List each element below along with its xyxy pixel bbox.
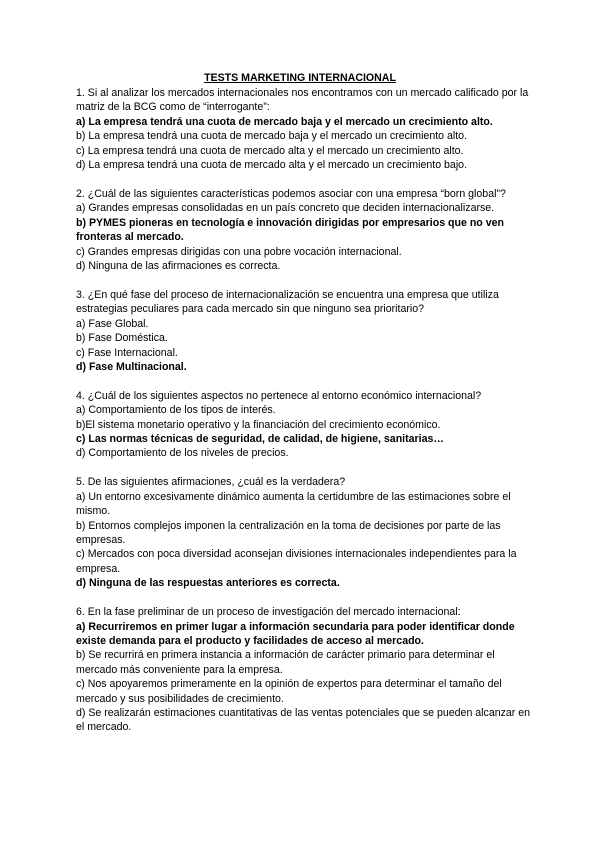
answer-option: b) La empresa tendrá una cuota de mercado baja y el mercado un crecimiento alto. bbox=[76, 130, 468, 143]
question-prompt: 3. ¿En qué fase del proceso de internacionalización se encuentra una empresa que utiliza estrategias peculiares para cada mercado sin que ninguno sea prioritario? bbox=[76, 288, 499, 316]
question-6 bbox=[76, 605, 536, 735]
answer-option: b)El sistema monetario operativo y la financiación del crecimiento económico. bbox=[76, 418, 441, 431]
answer-option: d) Se realizarán estimaciones cuantitativas de las ventas potenciales que se pueden alcanzar en el mercado. bbox=[76, 706, 531, 734]
answer-option: d) Comportamiento de los niveles de precios. bbox=[76, 447, 289, 460]
question-3 bbox=[76, 288, 536, 374]
answer-option: a) Fase Global. bbox=[76, 317, 149, 330]
answer-option: d) Ninguna de las afirmaciones es correcta. bbox=[76, 259, 281, 272]
question-prompt: 6. En la fase preliminar de un proceso de investigación del mercado internacional: bbox=[76, 606, 461, 619]
answer-option: d) Fase Multinacional. bbox=[76, 360, 187, 373]
page-title: TESTS MARKETING INTERNACIONAL bbox=[204, 72, 396, 84]
answer-option: b) Entornos complejos imponen la centralización en la toma de decisiones por parte de las empresas. bbox=[76, 519, 501, 546]
answer-option: d) La empresa tendrá una cuota de mercado alta y el mercado un crecimiento bajo. bbox=[76, 159, 468, 172]
answer-option: b) Fase Doméstica. bbox=[76, 332, 168, 345]
answer-option: c) Grandes empresas dirigidas con una pobre vocación internacional. bbox=[76, 245, 402, 258]
question-1 bbox=[76, 86, 536, 172]
answer-option: a) Un entorno excesivamente dinámico aumenta la certidumbre de las estimaciones sobre el mismo. bbox=[76, 490, 511, 518]
answer-option: b) PYMES pioneras en tecnología e innovación dirigidas por empresarios que no ven fronteras al mercado. bbox=[76, 216, 504, 244]
question-2 bbox=[76, 187, 536, 273]
question-prompt: 4. ¿Cuál de los siguientes aspectos no pertenece al entorno económico internacional? bbox=[76, 389, 482, 402]
answer-option: c) Nos apoyaremos primeramente en la opinión de expertos para determinar el tamaño del mercado y sus posibilidades de crecimiento. bbox=[76, 678, 502, 705]
question-4 bbox=[76, 389, 536, 461]
answer-option: a) La empresa tendrá una cuota de mercado baja y el mercado un crecimiento alto. bbox=[76, 115, 493, 128]
answer-option: b) Se recurrirá en primera instancia a información de carácter primario para determinar el mercado más conveniente para la empresa. bbox=[76, 649, 495, 676]
question-prompt: 2. ¿Cuál de las siguientes características podemos asociar con una empresa “born global”? bbox=[76, 187, 506, 200]
question-prompt: 1. Si al analizar los mercados internacionales nos encontramos con un mercado calificado por la matriz de la BCG como de “interrogante”: bbox=[76, 87, 529, 114]
question-5 bbox=[76, 475, 536, 590]
answer-option: c) Fase Internacional. bbox=[76, 346, 178, 359]
questions-list bbox=[76, 86, 536, 749]
answer-option: d) Ninguna de las respuestas anteriores es correcta. bbox=[76, 577, 340, 590]
question-prompt: 5. De las siguientes afirmaciones, ¿cuál es la verdadera? bbox=[76, 476, 346, 489]
answer-option: c) La empresa tendrá una cuota de mercado alta y el mercado un crecimiento alto. bbox=[76, 144, 464, 157]
answer-option: c) Las normas técnicas de seguridad, de calidad, de higiene, sanitarias… bbox=[76, 433, 444, 446]
answer-option: a) Comportamiento de los tipos de interés. bbox=[76, 404, 276, 417]
answer-option: a) Grandes empresas consolidadas en un país concreto que deciden internacionalizarse. bbox=[76, 202, 495, 215]
answer-option: a) Recurriremos en primer lugar a información secundaria para poder identificar donde existe demanda para el producto y facilidades de acceso al mercado. bbox=[76, 620, 515, 647]
answer-option: c) Mercados con poca diversidad aconsejan divisiones internacionales independientes para la empresa. bbox=[76, 548, 517, 575]
